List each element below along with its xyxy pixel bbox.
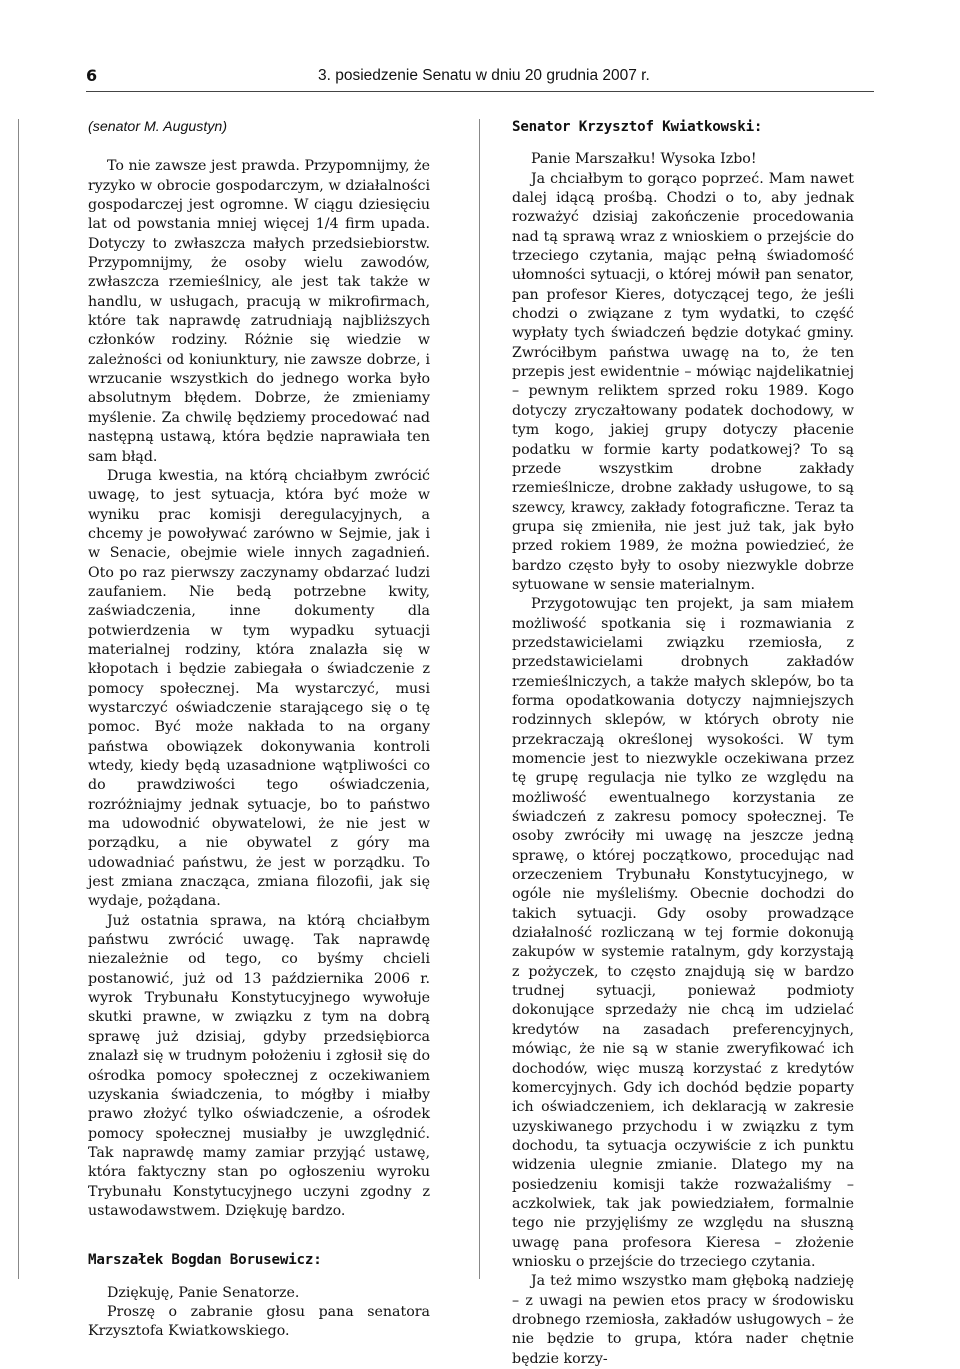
paragraph: Ja chciałbym to gorąco poprzeć. Mam nawet dalej idącą prośbą. Chodzi o to, aby jednak rozważyć dzisiaj zakończenie procedowania nad tą sprawą wraz z wnioskiem o przejście do trzeciego czytania, mając pełną świadomość ułomności sytuacji, o której mówił pan senator, pan profesor Kieres, dotyczącej tego, że jeśli chodzi o związane z tym wydatki, to część wypłaty tych świadczeń będzie dotykać gminy. Zwróciłbym państwa uwagę na to, że ten przepis jest ewidentnie – mówiąc najdelikatniej – pewnym reliktem sprzed roku 1989. Kogo dotyczy zryczałtowany podatek dochodowy, w tym kogo, jakiej grupy dotyczy płacenie podatku w formie karty podatkowej? To są przede wszystkim drobne zakłady rzemieślnicze, drobne zakłady usługowe, to są szewcy, krawcy, zakłady fotograficzne. Teraz ta grupa się zmieniła, nie jest już tak, jak było przed rokiem 1989, że można powiedzieć, że bardzo często były to osoby niezwykle dobrze sytuowane w sensie materialnym. bbox=[512, 170, 854, 593]
paragraph: Ja też mimo wszystko mam głęboką nadzieję – z uwagi na pewien etos pracy w środowisku drobnego rzemiosła, zakładów usługowych – że nie będzie to grupa, która nader chętnie będzie korzy- bbox=[512, 1273, 854, 1367]
right-column bbox=[512, 118, 854, 1369]
greeting: Panie Marszałku! Wysoka Izbo! bbox=[531, 151, 757, 168]
page-header bbox=[86, 66, 874, 90]
running-title: 3. posiedzenie Senatu w dniu 20 grudnia 2007 r. bbox=[318, 67, 650, 84]
paragraph: Druga kwestia, na którą chciałbym zwrócić uwagę, to jest sytuacja, która być może w wyniku prac komisji deregulacyjnych, a chcemy je powoływać zarówno w Sejmie, jak i w Senacie, obejmie wiele innych zagadnień. Oto po raz pierwszy zaczynamy obdarzać ludzi zaufaniem. Nie bedą potrzebne kwity, zaświadczenia, inne dokumenty dla potwierdzenia w tym wypadku sytuacji materialnej rodziny, która znalazła się w kłopotach i będzie zabiegała o świadczenie z pomocy społecznej. Ma wystarczyć, musi wystarczyć oświadczenie starającego się o tę pomoc. Być może nakłada to na organy państwa obowiązek dokonywania kontroli wtedy, kiedy będą uzasadnione wątpliwości co do prawdziwości tego oświadczenia, rozróżniajmy jednak sytuacje, bo to państwo ma udowodnić obywatelowi, że nie jest w porządku, a nie obywatel z góry ma udowadniać państwu, że jest w porządku. To jest zmiana znacząca, zmiana filozofii, jak się wydaje, pożądana. bbox=[88, 467, 430, 910]
speaker-heading: Senator Krzysztof Kwiatkowski: bbox=[512, 119, 763, 135]
header-rule bbox=[86, 91, 874, 92]
left-margin-rule bbox=[18, 119, 19, 1279]
page-number: 6 bbox=[86, 66, 98, 85]
left-column bbox=[88, 118, 430, 1342]
column-divider bbox=[479, 119, 480, 1279]
paragraph: Dziękuję, Panie Senatorze. bbox=[107, 1284, 300, 1301]
paragraph: To nie zawsze jest prawda. Przypomnijmy, że ryzyko w obrocie gospodarczym, w działalności gospodarczej jest ogromne. W ciągu dziesięciu lat od powstania mniej więcej 1/4 firm upada. Dotyczy to zwłaszcza małych przedsiebiorstw. Przypomnijmy, że osoby wielu zawodów, zwłaszcza rzemieślnicy, ale jest tak także w handlu, w usługach, pracują w mikrofirmach, które tak naprawdę zatrudniają najbliższych członków rodziny. Różnie się wiedzie w zależności od koniunktury, nie zawsze dobrze, i wrzucanie wszystkich do jednego worka było absolutnym błędem. Dobrze, że zmieniamy myślenie. Za chwilę będziemy procedować nad następną ustawą, która będzie naprawiała ten sam błąd. bbox=[88, 158, 430, 465]
paragraph: Przygotowując ten projekt, ja sam miałem możliwość spotkania się i rozmawiania z przedstawicielami związku rzemiosła, z przedstawicielami drobnych zakładów rzemieślniczych, a także małych sklepów, bo ta forma opodatkowania dotyczy najmniejszych rodzinnych sklepów, w których obroty nie przekraczają określonej wysokości. W tym momencie jest to niezwykle oczekiwana przez tę grupę regulacja nie tylko ze względu na możliwość ewentualnego korzystania ze świadczeń z zakresu pomocy społecznej. Te osoby zwróciły mi uwagę na jeszcze jedną sprawę, o której początkowo, procedując nad orzeczeniem Trybunału Konstytucyjnego, w ogóle nie myśleliśmy. Obecnie dochodzi do takich sytuacji. Gdy osoby prowadzące działalność rozliczaną w tej formie dokonują zakupów w systemie ratalnym, gdy korzystają z pożyczek, to często znajdują się w bardzo trudnej sytuacji, ponieważ podmioty dokonujące sprzedaży nie chcą im udzielać kredytów na zasadach preferencyjnych, mówiąc, że nie są w stanie zweryfikować ich dochodów, więc muszą korzystać z kredytów komercyjnych. Gdy ich dochód będzie poparty ich oświadczeniem, ich deklaracją w zakresie uzyskiwanego przychodu i w związku z tym dochodu, ta sytuacja oczywiście z ich punktu widzenia ulegnie zmianie. Dlatego my na posiedzeniu komisji także rozważaliśmy – aczkolwiek, tak jak powiedziałem, formalnie tego nie przyjęliśmy ze względu na słuszną uwagę pana profesora Kieresa – złożenie wniosku o przejście do trzeciego czytania. bbox=[512, 596, 854, 1270]
speaker-heading: Marszałek Bogdan Borusewicz: bbox=[88, 1252, 322, 1269]
paragraph: Już ostatnia sprawa, na którą chciałbym państwu zwrócić uwagę. Tak naprawdę niezależnie od tego, co byśmy chcieli postanowić, już od 13 października 2006 r. wyrok Trybunału Konstytucyjnego wywołuje skutki prawne, w związku z tym na dobrą sprawę już dzisiaj, gdyby przedsiębiorca znalazł się w trudnym położeniu i zgłosił się do ośrodka pomocy społecznej z oczekiwaniem uzyskania świadczenia, to mógłby i miałby prawo złożyć tylko oświadczenie, a ośrodek pomocy społecznej musiałby je uwzględnić. Tak naprawdę mamy zamiar przyjąć ustawę, która faktyczny stan po ogłoszeniu wyroku Trybunału Konstytucyjnego uczyni zgodny z ustawodawstwem. Dziękuję bardzo. bbox=[88, 912, 430, 1219]
paragraph: Proszę o zabranie głosu pana senatora Krzysztofa Kwiatkowskiego. bbox=[88, 1303, 430, 1340]
continuation-label: (senator M. Augustyn) bbox=[88, 119, 228, 135]
